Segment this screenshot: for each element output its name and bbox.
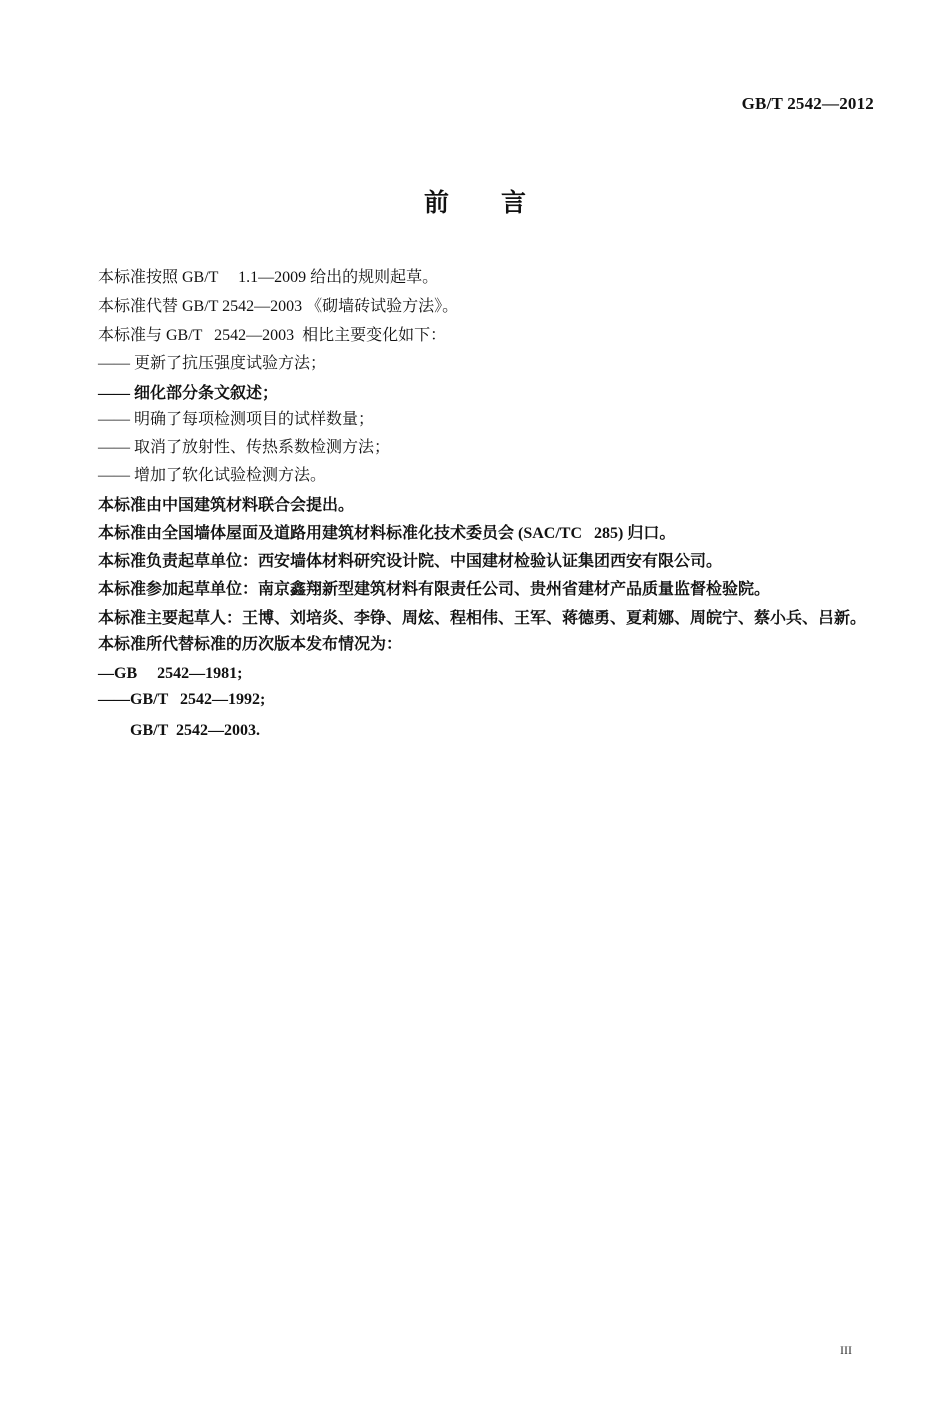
standard-number: GB/T 2542—2012 bbox=[741, 94, 874, 113]
text-line: 本标准与 GB/T 2542—2003 相比主要变化如下： bbox=[98, 327, 447, 344]
text-line: 本标准代替 GB/T 2542—2003 《砌墙砖试验方法》。 bbox=[98, 298, 459, 315]
text-line: 本标准主要起草人：王博、刘培炎、李铮、周炫、程相伟、王军、蒋德勇、夏莉娜、周皖宁、蔡小兵、吕新。 bbox=[98, 610, 867, 627]
list-item: —— 增加了软化试验检测方法。 bbox=[98, 467, 327, 484]
version-item: GB/T 2542—2003. bbox=[98, 722, 260, 739]
list-item: —— 明确了每项检测项目的试样数量； bbox=[98, 411, 375, 428]
version-item: —GB 2542—1981; bbox=[98, 665, 243, 682]
text-line: 本标准参加起草单位：南京鑫翔新型建筑材料有限责任公司、贵州省建材产品质量监督检验院。 bbox=[98, 581, 771, 598]
list-item: —— 取消了放射性、传热系数检测方法； bbox=[98, 439, 391, 456]
text-line: 本标准负责起草单位：西安墙体材料研究设计院、中国建材检验认证集团西安有限公司。 bbox=[98, 553, 723, 570]
text-line: 本标准由中国建筑材料联合会提出。 bbox=[98, 497, 355, 514]
text-line: 本标准按照 GB/T 1.1—2009 给出的规则起草。 bbox=[98, 269, 439, 286]
list-item: —— 细化部分条文叙述； bbox=[98, 385, 279, 402]
page-title: 前言 bbox=[423, 188, 578, 217]
text-line: 本标准由全国墙体屋面及道路用建筑材料标准化技术委员会 (SAC/TC 285) 归口。 bbox=[98, 525, 676, 542]
text-line: 本标准所代替标准的历次版本发布情况为： bbox=[98, 636, 403, 653]
page-number: III bbox=[840, 1343, 852, 1357]
version-item: ——GB/T 2542—1992; bbox=[98, 691, 266, 708]
list-item: —— 更新了抗压强度试验方法； bbox=[98, 355, 327, 372]
